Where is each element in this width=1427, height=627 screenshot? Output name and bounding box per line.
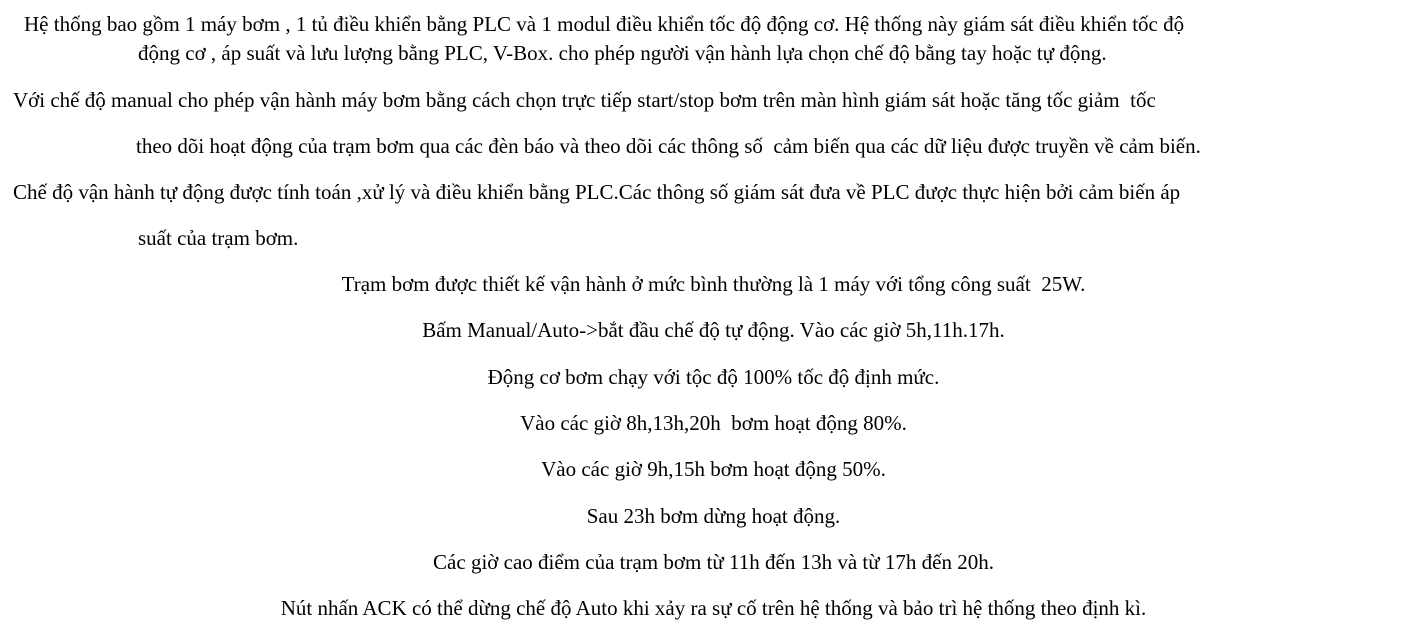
eighty-percent-line: Vào các giờ 8h,13h,20h bơm hoạt động 80%. xyxy=(520,411,907,435)
full-speed-line: Động cơ bơm chạy với tộc độ 100% tốc độ định mức. xyxy=(487,365,940,389)
stop-time-line: Sau 23h bơm dừng hoạt động. xyxy=(586,504,841,528)
paragraph-2-line-2: theo dõi hoạt động của trạm bơm qua các đèn báo và theo dõi các thông số cảm biến qua các dữ liệu được truyền về cảm biến. xyxy=(136,134,1201,158)
auto-mode-start-line: Bấm Manual/Auto->bắt đầu chế độ tự động. Vào các giờ 5h,11h.17h. xyxy=(422,318,1005,342)
paragraph-1-line-1: Hệ thống bao gồm 1 máy bơm , 1 tủ điều khiển bằng PLC và 1 modul điều khiển tốc độ động cơ. Hệ thống này giám sát điều khiển tốc độ xyxy=(24,12,1185,36)
ack-button-line: Nút nhấn ACK có thể dừng chế độ Auto khi xảy ra sự cố trên hệ thống và bảo trì hệ thống theo định kì. xyxy=(280,596,1147,620)
design-capacity-line: Trạm bơm được thiết kế vận hành ở mức bình thường là 1 máy với tổng công suất 25W. xyxy=(341,272,1086,296)
paragraph-2-line-1: Với chế độ manual cho phép vận hành máy bơm bằng cách chọn trực tiếp start/stop bơm trên màn hình giám sát hoặc tăng tốc giảm tốc xyxy=(13,88,1156,112)
peak-hours-line: Các giờ cao điểm của trạm bơm từ 11h đến 13h và từ 17h đến 20h. xyxy=(433,550,994,574)
paragraph-1-line-2: động cơ , áp suất và lưu lượng bằng PLC, V-Box. cho phép người vận hành lựa chọn chế độ bằng tay hoặc tự động. xyxy=(138,41,1107,65)
paragraph-3-line-2: suất của trạm bơm. xyxy=(138,226,299,250)
paragraph-3-line-1: Chế độ vận hành tự động được tính toán ,xử lý và điều khiển bằng PLC.Các thông số giám sát đưa về PLC được thực hiện bởi cảm biến áp xyxy=(13,180,1181,204)
fifty-percent-line: Vào các giờ 9h,15h bơm hoạt động 50%. xyxy=(541,457,886,481)
